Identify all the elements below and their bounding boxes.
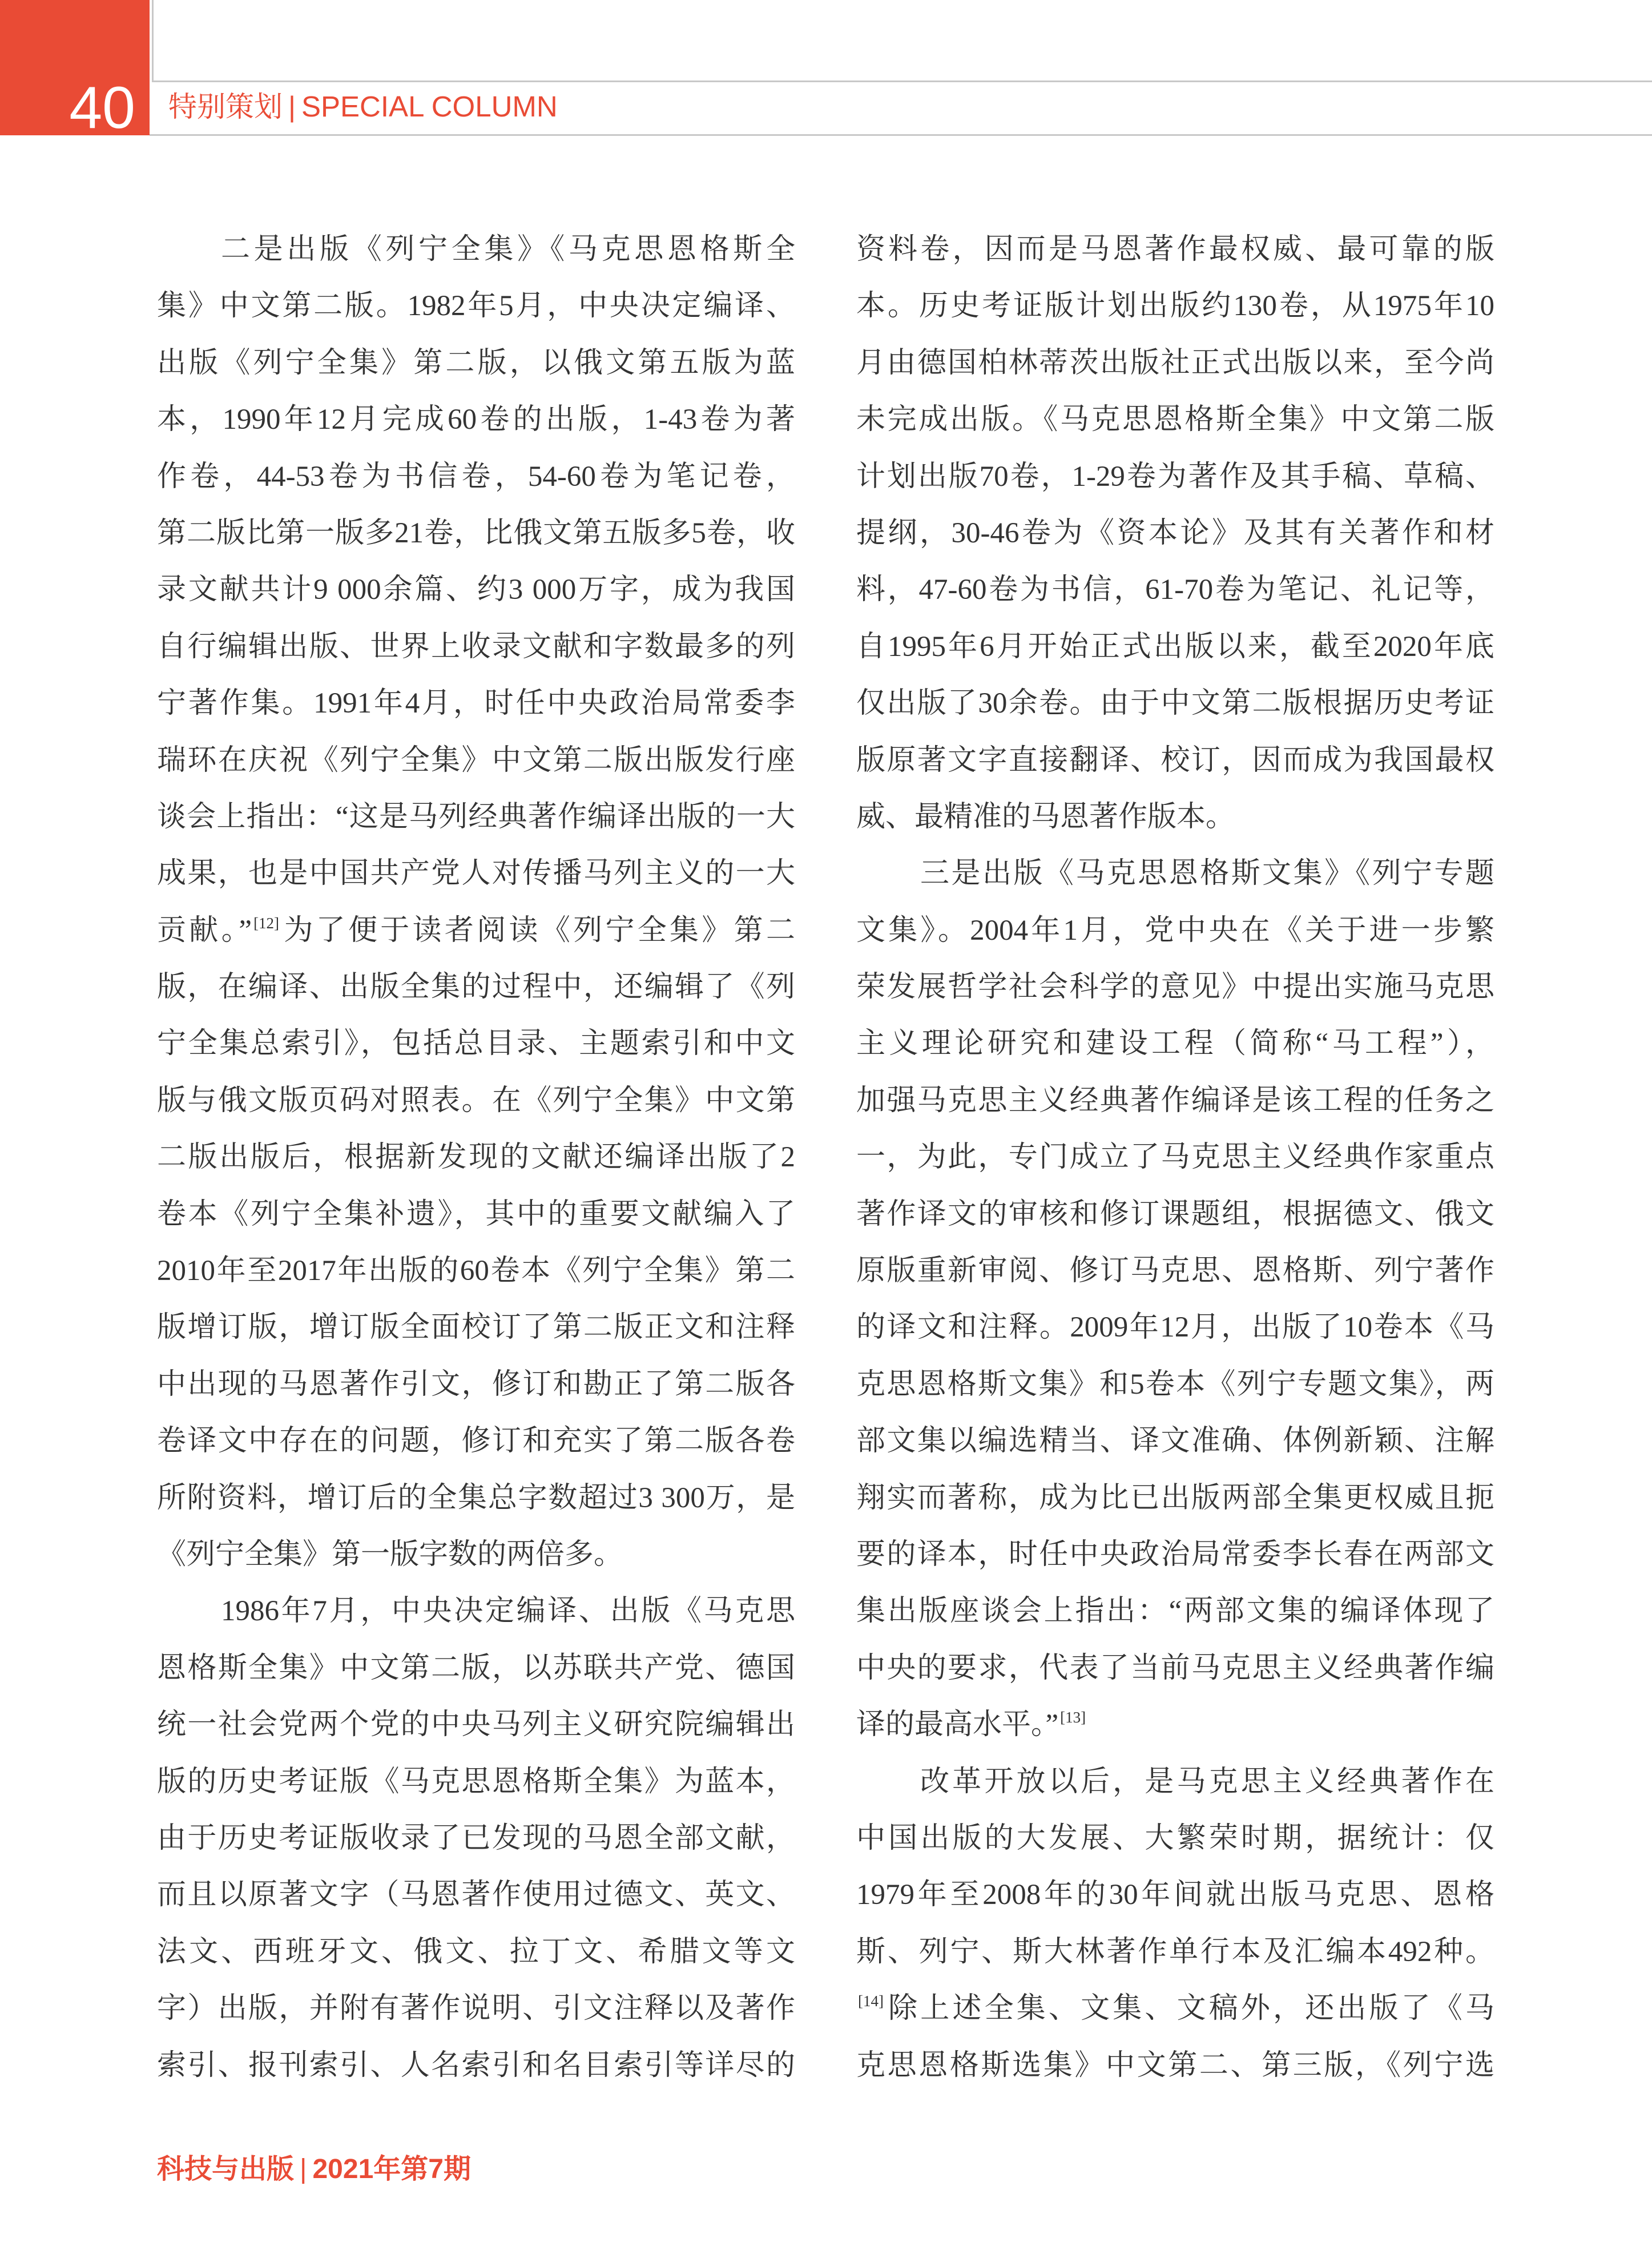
text-line: 版与俄文版页码对照表。在《列宁全集》中文第 <box>157 1084 795 1117</box>
text-line: 瑞环在庆祝《列宁全集》中文第二版出版发行座 <box>157 744 795 776</box>
text-line: 中国出版的大发展、大繁荣时期，据统计：仅 <box>856 1822 1494 1854</box>
text-line: 由于历史考证版收录了已发现的马恩全部文献， <box>157 1822 795 1854</box>
text-segment: 为了便于读者阅读《列宁全集》第二 <box>281 914 795 947</box>
right-text-column <box>856 222 1494 2094</box>
text-line: 自行编辑出版、世界上收录文献和字数最多的列 <box>157 630 795 663</box>
text-line: 改革开放以后，是马克思主义经典著作在 <box>920 1765 1494 1798</box>
text-line: 主义理论研究和建设工程（简称“马工程”）， <box>856 1028 1494 1060</box>
footer-issue: 2021年第7期 <box>312 2154 471 2184</box>
text-line: 1979年至2008年的30年间就出版马克思、恩格 <box>856 1879 1494 1911</box>
text-line: 版，在编译、出版全集的过程中，还编辑了《列 <box>157 971 795 1004</box>
text-line: 集出版座谈会上指出：“两部文集的编译体现了 <box>856 1595 1494 1628</box>
footnote-ref: [12] <box>253 914 280 932</box>
text-line: 第二版比第一版多21卷，比俄文第五版多5卷，收 <box>157 517 795 549</box>
text-line: 宁著作集。1991年4月，时任中央政治局常委李 <box>157 687 795 720</box>
paragraph <box>856 222 1494 846</box>
text-line: 谈会上指出：“这是马列经典著作编译出版的一大 <box>157 800 795 833</box>
text-line: 1986年7月，中央决定编译、出版《马克思 <box>221 1595 795 1628</box>
text-line: 克思恩格斯文集》和5卷本《列宁专题文集》，两 <box>856 1368 1494 1400</box>
text-line: 部文集以编选精当、译文准确、体例新颖、注解 <box>856 1425 1494 1458</box>
text-line: 出版《列宁全集》第二版，以俄文第五版为蓝 <box>157 347 795 379</box>
text-line: 计划出版70卷，1-29卷为著作及其手稿、草稿、 <box>856 460 1494 493</box>
text-line: 料，47-60卷为书信，61-70卷为笔记、礼记等， <box>856 574 1494 606</box>
text-line: 自1995年6月开始正式出版以来，截至2020年底 <box>856 630 1494 663</box>
text-line: 本，1990年12月完成60卷的出版，1-43卷为著 <box>157 404 795 436</box>
text-line: 《列宁全集》第一版字数的两倍多。 <box>157 1538 623 1571</box>
text-line: 集》中文第二版。1982年5月，中央决定编译、 <box>157 290 795 323</box>
section-label <box>168 90 558 124</box>
text-segment: 译的最高水平。” <box>856 1709 1059 1741</box>
paragraph <box>157 1583 795 2094</box>
left-text-column <box>157 222 795 2094</box>
text-line: 版的历史考证版《马克思恩格斯全集》为蓝本， <box>157 1765 795 1798</box>
text-line: 的译文和注释。2009年12月，出版了10卷本《马 <box>856 1311 1494 1344</box>
section-label-zh: 特别策划 <box>168 91 283 123</box>
text-line: 版原著文字直接翻译、校订，因而成为我国最权 <box>856 744 1494 776</box>
text-line: 翔实而著称，成为比已出版两部全集更权威且扼 <box>856 1482 1494 1514</box>
text-line: 作卷，44-53卷为书信卷，54-60卷为笔记卷， <box>157 460 795 493</box>
paragraph <box>856 1754 1494 2094</box>
text-line: 成果，也是中国共产党人对传播马列主义的一大 <box>157 858 795 890</box>
text-line: 二版出版后，根据新发现的文献还编译出版了2 <box>157 1141 795 1174</box>
footer-journal-issue <box>157 2152 471 2187</box>
text-line: 版增订版，增订版全面校订了第二版正文和注释 <box>157 1311 795 1344</box>
footer-separator: | <box>300 2154 307 2184</box>
text-line <box>856 1981 1494 2037</box>
text-line: 提纲，30-46卷为《资本论》及其有关著作和材 <box>856 517 1494 549</box>
text-line: 卷本《列宁全集补遗》，其中的重要文献编入了 <box>157 1198 795 1230</box>
text-line: 宁全集总索引》，包括总目录、主题索引和中文 <box>157 1028 795 1060</box>
text-line: 要的译本，时任中央政治局常委李长春在两部文 <box>856 1538 1494 1571</box>
text-line: 文集》。2004年1月，党中央在《关于进一步繁 <box>856 914 1494 947</box>
footnote-ref: [13] <box>1060 1709 1086 1726</box>
page-number: 40 <box>69 75 135 141</box>
header-rule-vertical <box>152 0 154 82</box>
text-line: 而且以原著文字（马恩著作使用过德文、英文、 <box>157 1879 795 1911</box>
text-line <box>856 1697 1494 1753</box>
text-line: 克思恩格斯选集》中文第二、第三版，《列宁选 <box>856 2049 1494 2082</box>
text-line: 2010年至2017年出版的60卷本《列宁全集》第二 <box>157 1255 795 1287</box>
text-line: 著作译文的审核和修订课题组，根据德文、俄文 <box>856 1198 1494 1230</box>
section-label-separator: | <box>288 91 296 123</box>
text-line: 一，为此，专门成立了马克思主义经典作家重点 <box>856 1141 1494 1174</box>
header-rule-top <box>152 80 1652 82</box>
footnote-ref: [14] <box>858 1993 884 2010</box>
text-line: 索引、报刊索引、人名索引和名目索引等详尽的 <box>157 2049 795 2082</box>
paragraph <box>157 222 795 1583</box>
text-line: 威、最精准的马恩著作版本。 <box>856 800 1235 833</box>
text-line: 原版重新审阅、修订马克思、恩格斯、列宁著作 <box>856 1255 1494 1287</box>
text-segment: 除上述全集、文集、文稿外，还出版了《马 <box>885 1993 1494 2025</box>
text-line: 中央的要求，代表了当前马克思主义经典著作编 <box>856 1652 1494 1684</box>
text-line: 卷译文中存在的问题，修订和充实了第二版各卷 <box>157 1425 795 1458</box>
text-line: 月由德国柏林蒂茨出版社正式出版以来，至今尚 <box>856 347 1494 379</box>
text-line: 统一社会党两个党的中央马列主义研究院编辑出 <box>157 1709 795 1741</box>
text-line: 三是出版《马克思恩格斯文集》《列宁专题 <box>920 858 1494 890</box>
text-line: 本。历史考证版计划出版约130卷，从1975年10 <box>856 290 1494 323</box>
text-line: 二是出版《列宁全集》《马克思恩格斯全 <box>221 234 795 265</box>
paragraph <box>856 846 1494 1753</box>
footer-journal-name: 科技与出版 <box>157 2154 295 2184</box>
text-line: 恩格斯全集》中文第二版，以苏联共产党、德国 <box>157 1652 795 1684</box>
text-line: 字）出版，并附有著作说明、引文注释以及著作 <box>157 1993 795 2025</box>
text-line: 仅出版了30余卷。由于中文第二版根据历史考证 <box>856 687 1494 720</box>
text-line: 录文献共计9 000余篇、约3 000万字，成为我国 <box>157 574 795 606</box>
text-line: 所附资料，增订后的全集总字数超过3 300万，是 <box>157 1482 795 1514</box>
text-line: 中出现的马恩著作引文，修订和勘正了第二版各 <box>157 1368 795 1400</box>
text-line: 加强马克思主义经典著作编译是该工程的任务之 <box>856 1084 1494 1117</box>
text-line: 法文、西班牙文、俄文、拉丁文、希腊文等文 <box>157 1935 795 1968</box>
text-line: 资料卷，因而是马恩著作最权威、最可靠的版 <box>856 234 1494 265</box>
header-rule-bottom <box>150 134 1652 136</box>
text-line: 斯、列宁、斯大林著作单行本及汇编本492种。 <box>856 1935 1494 1968</box>
page-number-block <box>0 0 150 141</box>
text-line: 荣发展哲学社会科学的意见》中提出实施马克思 <box>856 971 1494 1004</box>
text-line: 未完成出版。《马克思恩格斯全集》中文第二版 <box>856 404 1494 436</box>
section-label-en: SPECIAL COLUMN <box>301 90 558 123</box>
text-line <box>157 903 795 959</box>
text-segment: 贡献。” <box>157 914 252 947</box>
